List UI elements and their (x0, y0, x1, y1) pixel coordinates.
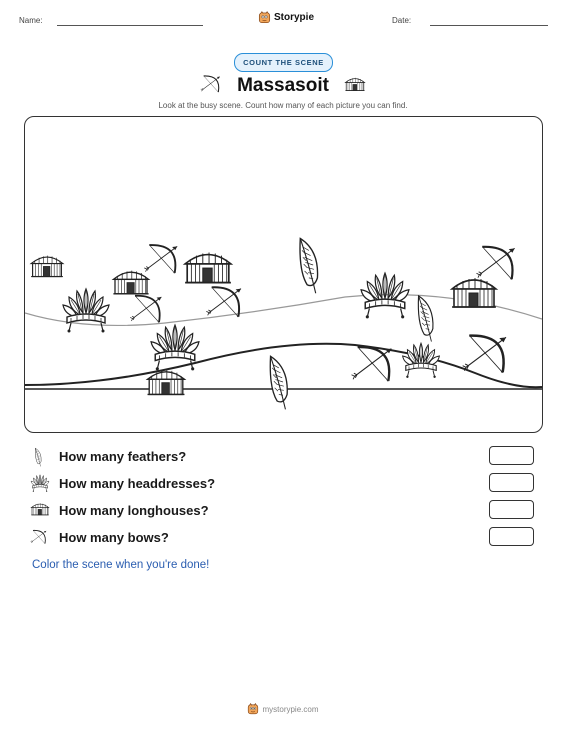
brand (258, 11, 314, 24)
scene-bow (206, 287, 241, 317)
scene-illustration (25, 117, 542, 432)
scene-headdress (403, 343, 440, 378)
longhouse-icon (344, 75, 366, 92)
scene-headdress (151, 325, 199, 370)
scene-headdress (361, 273, 409, 318)
feather-icon (30, 447, 46, 467)
scene-longhouse (148, 370, 185, 394)
scene-bow (144, 245, 177, 273)
answer-box-feathers[interactable] (489, 446, 534, 465)
scene-headdress (63, 289, 109, 333)
bow-icon (30, 528, 48, 546)
footer-url[interactable]: mystorypie.com (262, 704, 319, 714)
answer-box-longhouses[interactable] (489, 500, 534, 519)
scene-bow (476, 247, 514, 280)
headdress-icon (30, 474, 50, 492)
question-feathers (30, 446, 540, 468)
scene-bow (130, 296, 161, 323)
answer-box-headdresses[interactable] (489, 473, 534, 492)
answer-box-bows[interactable] (489, 527, 534, 546)
instructions: Look at the busy scene. Count how many of each picture you can find. (158, 101, 408, 110)
brand-name: Storypie (274, 12, 315, 23)
question-longhouses (30, 500, 540, 522)
storypie-logo-icon (247, 703, 259, 715)
scene-feather (270, 356, 287, 409)
scene-longhouse (113, 271, 148, 294)
name-field[interactable] (57, 25, 203, 26)
worksheet-header (0, 8, 566, 32)
storypie-logo-icon (258, 11, 271, 24)
scene-longhouse (31, 256, 63, 277)
footer (0, 703, 566, 715)
scene-longhouse (452, 278, 496, 307)
scene-bow (463, 335, 506, 372)
question-bows (30, 527, 540, 549)
page-title: Massasoit (237, 75, 329, 96)
scene-feather (300, 238, 318, 293)
date-label: Date: (392, 16, 412, 25)
closing-instruction: Color the scene when you're done! (32, 559, 210, 571)
question-text: How many headdresses? (59, 476, 216, 491)
scene-feather (418, 296, 433, 342)
counting-scene (24, 116, 543, 433)
longhouse-icon (30, 501, 50, 516)
scene-bow (352, 347, 392, 381)
title-row (0, 73, 566, 99)
question-headdresses (30, 473, 540, 495)
question-text: How many feathers? (59, 449, 187, 464)
activity-badge: COUNT THE SCENE (234, 53, 333, 72)
scene-longhouse (185, 252, 231, 282)
name-label: Name: (19, 16, 43, 25)
question-text: How many longhouses? (59, 503, 209, 518)
date-field[interactable] (430, 25, 548, 26)
question-text: How many bows? (59, 530, 169, 545)
